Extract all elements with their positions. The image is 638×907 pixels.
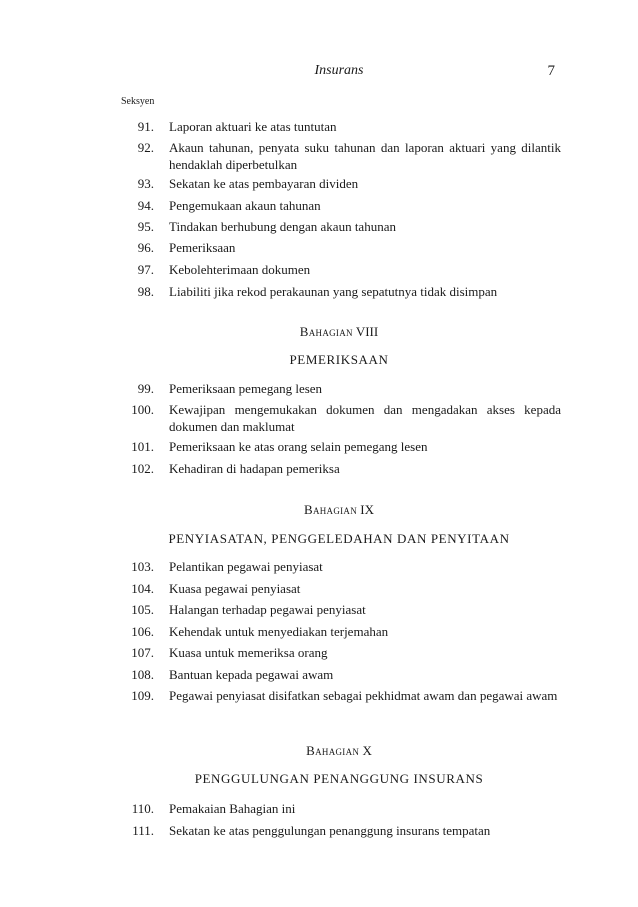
part-title-viii: PEMERIKSAAN [289, 352, 389, 367]
section-number: 101. [131, 439, 154, 454]
section-title: Bantuan kepada pegawai awam [169, 667, 334, 682]
section-title: Pemakaian Bahagian ini [169, 801, 296, 816]
section-title: Sekatan ke atas pembayaran dividen [169, 176, 359, 191]
section-number: 111. [132, 823, 154, 838]
part-label: Bahagian [303, 502, 358, 517]
section-number: 103. [131, 559, 154, 574]
section-number: 106. [131, 624, 154, 639]
section-title: Kehadiran di hadapan pemeriksa [169, 461, 340, 476]
part-numeral: IX [360, 502, 375, 517]
section-number: 92. [137, 140, 154, 155]
section-title: Pengemukaan akaun tahunan [169, 198, 321, 213]
section-title: Kebolehterimaan dokumen [169, 262, 311, 277]
part-label: Bahagian [299, 324, 353, 339]
section-number: 94. [137, 198, 154, 213]
part-label: Bahagian [306, 743, 360, 758]
section-number: 107. [131, 645, 154, 660]
section-number: 98. [137, 284, 154, 299]
section-title: Pemeriksaan pemegang lesen [169, 381, 323, 396]
section-number: 91. [137, 119, 154, 134]
section-title: Kewajipan mengemukakan dokumen dan mengadakan akses kepada dokumen dan maklumat [169, 402, 561, 434]
seksyen-label: Seksyen [121, 96, 155, 107]
page-number: 7 [547, 63, 555, 79]
section-title: Akaun tahunan, penyata suku tahunan dan laporan aktuari yang dilantik hendaklah diperbetulkan [169, 140, 561, 172]
section-number: 100. [131, 402, 154, 417]
section-title: Pelantikan pegawai penyiasat [169, 559, 323, 574]
section-title: Kuasa pegawai penyiasat [169, 581, 301, 596]
part-title-x: PENGGULUNGAN PENANGGUNG INSURANS [194, 771, 484, 786]
section-number: 104. [131, 581, 154, 596]
section-title: Pemeriksaan ke atas orang selain pemegang lesen [169, 439, 428, 454]
section-title: Kuasa untuk memeriksa orang [169, 645, 328, 660]
section-number: 93. [137, 176, 154, 191]
section-title: Pemeriksaan [169, 240, 236, 255]
section-number: 95. [137, 219, 154, 234]
part-numeral: X [362, 743, 372, 758]
section-number: 108. [131, 667, 154, 682]
section-title: Tindakan berhubung dengan akaun tahunan [169, 219, 396, 234]
section-number: 110. [131, 801, 154, 816]
section-number: 109. [131, 688, 154, 703]
part-heading-x [0, 743, 638, 759]
running-title: Insurans [314, 63, 364, 78]
section-title: Kehendak untuk menyediakan terjemahan [169, 624, 389, 639]
section-number: 99. [137, 381, 154, 396]
section-number: 105. [131, 602, 154, 617]
section-title: Sekatan ke atas penggulungan penanggung insurans tempatan [169, 823, 491, 838]
part-numeral: VIII [355, 324, 379, 339]
section-number: 102. [131, 461, 154, 476]
section-title: Liabiliti jika rekod perakaunan yang sepatutnya tidak disimpan [169, 284, 498, 299]
section-number: 96. [137, 240, 154, 255]
section-title: Laporan aktuari ke atas tuntutan [169, 119, 337, 134]
section-number: 97. [137, 262, 154, 277]
part-title-ix: PENYIASATAN, PENGGELEDAHAN DAN PENYITAAN [168, 531, 510, 546]
section-title: Pegawai penyiasat disifatkan sebagai pekhidmat awam dan pegawai awam [169, 688, 558, 703]
part-heading-viii [0, 324, 638, 340]
part-heading-ix [0, 502, 638, 518]
section-title: Halangan terhadap pegawai penyiasat [169, 602, 366, 617]
